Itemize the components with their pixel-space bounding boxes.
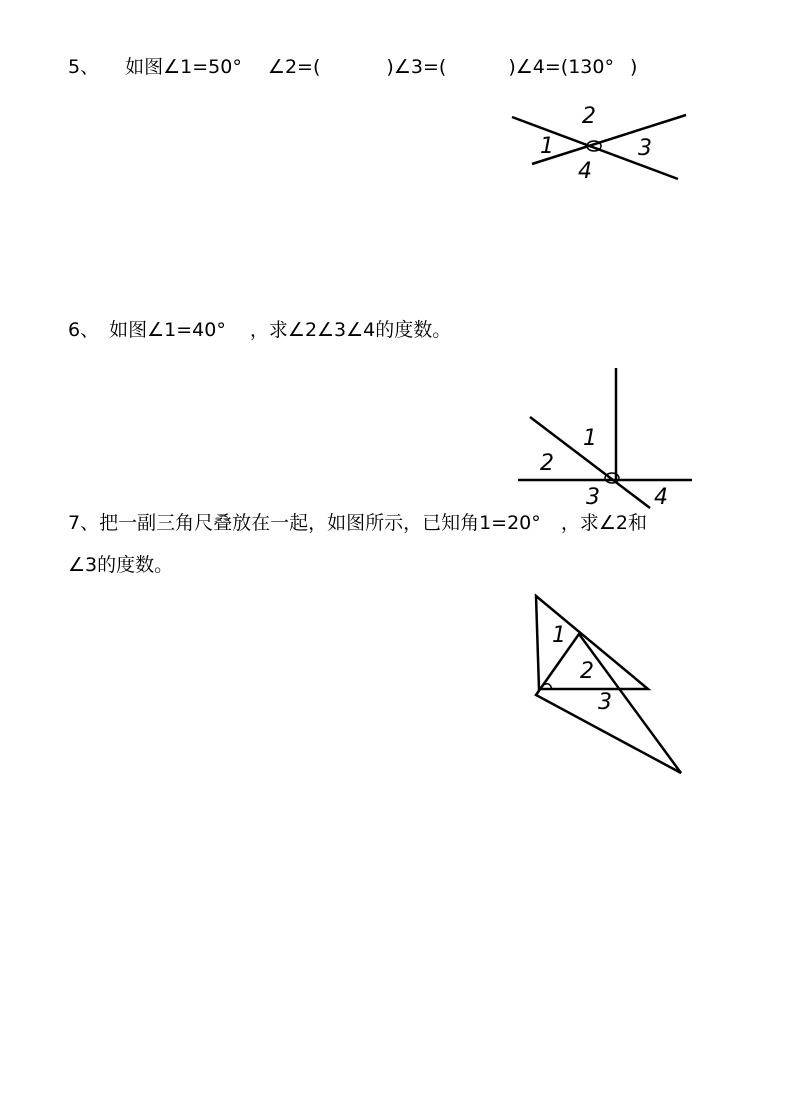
figure-6-label-3: 3 xyxy=(586,485,600,510)
figure-7-label-2: 2 xyxy=(580,659,594,684)
question-7-line-1 xyxy=(68,514,647,533)
question-5-part-a: 如图∠1=50° xyxy=(125,56,242,78)
figure-6-label-4: 4 xyxy=(654,485,668,510)
figure-6-label-1: 1 xyxy=(583,426,597,451)
figure-5-label-2: 2 xyxy=(582,104,596,129)
question-7-line-2 xyxy=(68,556,173,575)
question-7-part-b: ，求∠2和 xyxy=(560,512,647,534)
figure-6-lines xyxy=(510,365,700,510)
question-6-text xyxy=(68,321,451,340)
question-5-text xyxy=(68,58,637,77)
figure-5-label-3: 3 xyxy=(638,136,652,161)
question-6-part-b: ，求∠2∠3∠4的度数。 xyxy=(249,319,452,341)
question-5-part-b: ∠2=( xyxy=(267,56,321,78)
figure-5-label-4: 4 xyxy=(578,159,592,184)
question-7-part-a: 7、把一副三角尺叠放在一起，如图所示，已知角1=20° xyxy=(68,512,541,534)
question-6-part-a: 如图∠1=40° xyxy=(109,319,226,341)
question-6-number: 6、 xyxy=(68,319,100,341)
figure-5-intersecting-lines xyxy=(500,95,700,190)
question-5-part-e: ) xyxy=(630,56,638,78)
question-5-part-d: )∠4=(130° xyxy=(508,56,614,78)
figure-7-triangles xyxy=(520,590,695,780)
figure-6-label-2: 2 xyxy=(540,451,554,476)
question-7-part-c: ∠3的度数。 xyxy=(68,554,174,576)
question-5-part-c: )∠3=( xyxy=(386,56,447,78)
figure-7-label-1: 1 xyxy=(552,623,566,648)
question-5-number: 5、 xyxy=(68,56,100,78)
figure-7-label-3: 3 xyxy=(598,690,612,715)
figure-5-line-b xyxy=(532,115,686,164)
figure-5-label-1: 1 xyxy=(540,134,554,159)
